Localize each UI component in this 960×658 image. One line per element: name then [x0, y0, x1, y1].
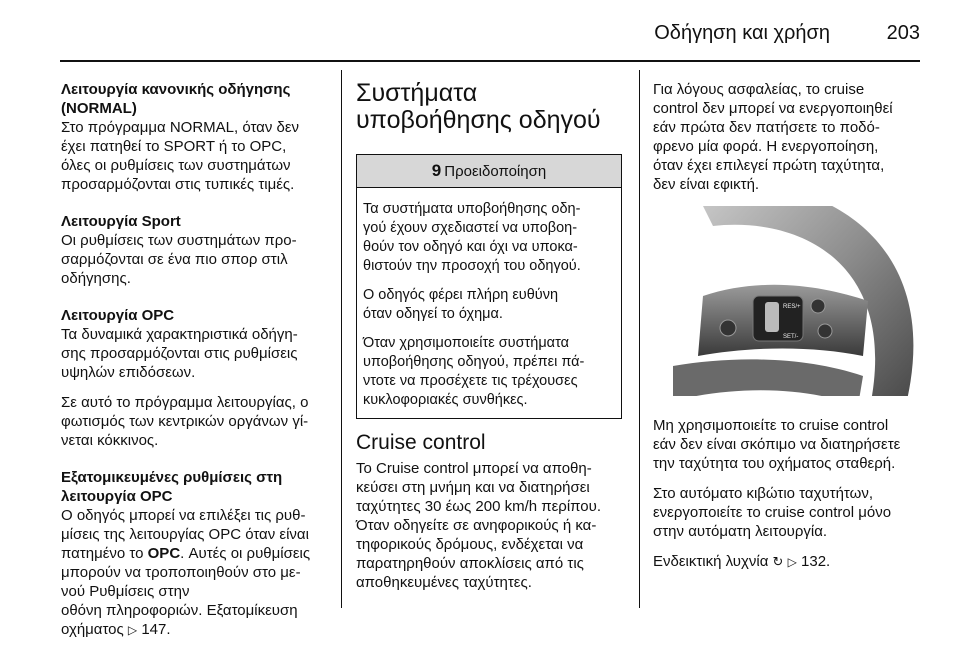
warning-header [357, 155, 621, 188]
section-opc-custom [61, 468, 329, 640]
warning-icon: 9 [431, 161, 442, 180]
cancel-button-icon [720, 320, 736, 336]
section-normal [61, 80, 329, 194]
body-text: Για λόγους ασφαλείας, το cruise control δεν μπορεί να ενεργοποιηθεί εάν πρώτα δεν πατήσετε το ποδό- φρενο μία φορά. Η ενεργοποίηση, όταν έχει επιλεγεί πρώτη ταχύτητα, δεν είναι εφικτή. [653, 81, 893, 193]
warning-text: Όταν χρησιμοποιείτε συστήματα υποβοήθησης οδηγού, πρέπει πά- ντοτε να προσέχετε τις τρέχουσες κυκλοφοριακές συνθήκες. [363, 335, 585, 408]
speed-limiter-icon [811, 299, 825, 313]
column-3 [653, 80, 928, 590]
section-opc [61, 306, 329, 450]
section-body: Στο πρόγραμμα NORMAL, όταν δεν έχει πατηθεί το SPORT ή το OPC, όλες οι ρυθμίσεις των συστημάτων προσαρμόζονται στις τυπικές τιμές. [61, 119, 300, 193]
body-text: Ενδεικτική λυχνία [653, 553, 773, 570]
section-body [61, 506, 329, 640]
section-sport [61, 212, 329, 288]
column-divider [341, 70, 342, 608]
photo-label: RES/+ [783, 304, 801, 310]
page-ref[interactable]: 132. [801, 553, 831, 570]
steering-wheel-illustration [653, 206, 917, 396]
cruise-on-icon [818, 324, 832, 338]
chapter-title: Συστήματα υποβοήθησης οδηγού [356, 79, 601, 134]
section-body: Οι ρυθμίσεις των συστημάτων προ- σαρμόζονται σε ένα πιο σπορ στιλ οδήγησης. [61, 232, 297, 287]
cruise-rocker-switch [765, 302, 779, 332]
column-2 [356, 80, 624, 610]
warning-text: Τα συστήματα υποβοήθησης οδη- γού έχουν σχεδιαστεί να υποβοη- θούν τον οδηγό και όχι να υποκα- θιστούν την προσοχή του οδηγού. [363, 201, 581, 274]
section-title: Εξατομικευμένες ρυθμίσεις στη λειτουργία OPC [61, 469, 283, 505]
body-text: . Αυτές οι ρυθμίσεις μπορούν να τροποποιηθούν στο με- νού Ρυθμίσεις στην οθόνη πληροφοριών. Εξατομίκευση οχήματος [61, 545, 311, 638]
page-header [0, 0, 960, 62]
warning-text: Ο οδηγός φέρει πλήρη ευθύνη όταν οδηγεί το όχημα. [363, 287, 559, 322]
section-body: Σε αυτό το πρόγραμμα λειτουργίας, ο φωτισμός των κεντρικών οργάνων γί- νεται κόκκινος. [61, 394, 309, 449]
steering-wheel-photo [653, 206, 917, 396]
body-text: Στο αυτόματο κιβώτιο ταχυτήτων, ενεργοποιείτε το cruise control μόνο στην αυτόματη λειτουργία. [653, 485, 892, 540]
section-body: Τα δυναμικά χαρακτηριστικά οδήγη- σης προσαρμόζονται στις ρυθμίσεις υψηλών επιδόσεων. [61, 326, 298, 381]
warning-body [357, 188, 621, 418]
cruise-control-lamp-icon: ↻ [772, 554, 784, 569]
page-number: 203 [886, 22, 920, 44]
page-ref[interactable]: 147. [141, 621, 171, 638]
body-text [653, 552, 928, 572]
header-title: Οδήγηση και χρήση [654, 22, 830, 44]
page-ref-arrow-icon: ▷ [127, 623, 138, 637]
page-ref-arrow-icon: ▷ [787, 555, 797, 569]
column-divider [639, 70, 640, 608]
opc-button-ref: OPC [147, 545, 181, 562]
column-1 [61, 80, 329, 658]
warning-box [356, 154, 622, 419]
body-text: Μη χρησιμοποιείτε το cruise control εάν δεν είναι σκόπιμο να διατηρήσετε την ταχύτητα του οχήματος σταθερή. [653, 417, 901, 472]
photo-label: SET/- [783, 334, 799, 340]
section-body: Το Cruise control μπορεί να αποθη- κεύσει στη μνήμη και να διατηρήσει ταχύτητες 30 έως 200 km/h περίπου. Όταν οδηγείτε σε ανηφορικούς ή κα- τηφορικούς δρόμους, ενδέχεται να παρατηρηθούν αποκλίσεις από τις αποθηκευμένες ταχύτητες. [356, 460, 602, 591]
header-rule [60, 60, 920, 62]
body-text: Ο οδηγός μπορεί να επιλέξει τις ρυθ- μίσεις της λειτουργίας OPC όταν είναι πατημένο το [61, 507, 309, 562]
section-title: Λειτουργία Sport [61, 213, 181, 230]
section-title: Λειτουργία κανονικής οδήγησης (NORMAL) [61, 81, 291, 117]
warning-title: Προειδοποίηση [444, 163, 547, 180]
section-heading: Cruise control [356, 431, 486, 454]
section-title: Λειτουργία OPC [61, 307, 175, 324]
